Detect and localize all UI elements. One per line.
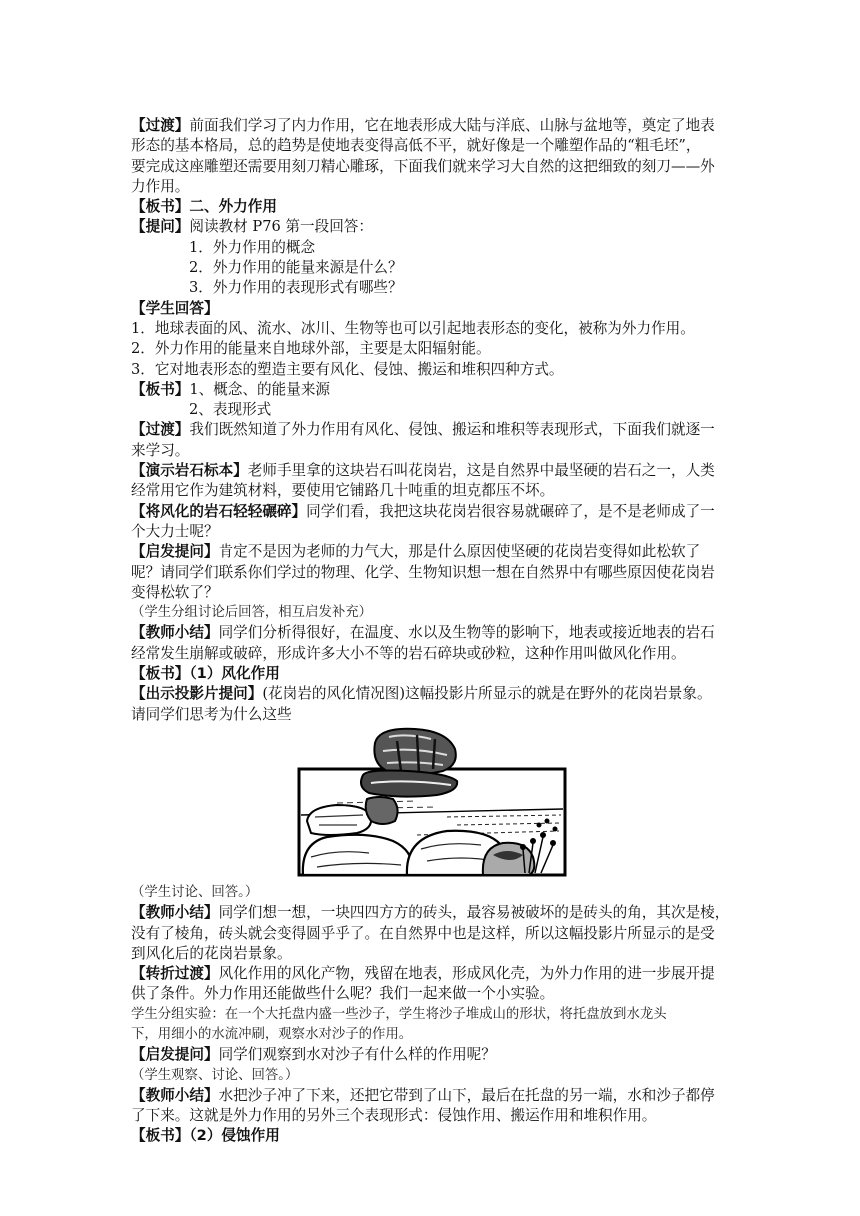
section-tag: 【学生回答】 [131,299,219,317]
line-text: 经常发生崩解或破碎，形成许多大小不等的岩石碎块或砂粒，这种作用叫做风化作用。 [131,644,686,662]
text-line [131,705,731,725]
text-line [131,1066,731,1086]
text-line [131,1106,731,1126]
line-text: （学生讨论、回答。） [131,884,259,900]
text-line [131,964,731,984]
line-text: 水把沙子冲了下来，还把它带到了山下，最后在托盘的另一端，水和沙子都停 [218,1086,715,1104]
line-text: 供了条件。外力作用还能做些什么呢？我们一起来做一个小实验。 [131,985,555,1003]
line-text: 肯定不是因为老师的力气大，那是什么原因使坚硬的花岗岩变得如此松软了 [218,543,701,561]
section-tag: 【过渡】 [131,421,190,439]
line-text: 2．外力作用的能量来源是什么？ [189,259,403,277]
line-text: 2、表现形式 [189,401,272,419]
section-tag: 【过渡】 [131,117,190,134]
line-text: 3．外力作用的表现形式有哪些？ [189,279,403,297]
line-text: 请同学们思考为什么这些 [131,705,292,723]
text-line [131,339,731,359]
text-line [131,502,731,522]
board-heading: 二、外力作用 [189,198,277,216]
text-line [131,522,731,542]
section-tag: 【提问】 [131,218,190,236]
line-text: 经常用它作为建筑材料，要使用它铺路几十吨重的坦克都压不坏。 [131,482,555,500]
line-text: 1．外力作用的概念 [189,238,316,256]
text-line [131,1045,731,1065]
line-text: 风化作用的风化产物，残留在地表，形成风化壳，为外力作用的进一步展开提 [218,965,715,983]
text-line [131,924,731,944]
line-text: 呢？请同学们联系你们学过的物理、化学、生物知识想一想在自然界中有哪些原因使花岗岩 [131,563,715,581]
section-tag: 【演示岩石标本】 [131,462,248,480]
line-text: 前面我们学习了内力作用，它在地表形成大陆与洋底、山脉与盆地等，奠定了地表 [189,117,715,134]
section-tag: 【教师小结】 [131,904,219,922]
text-line [131,684,731,704]
text-line [131,116,731,136]
text-line [131,883,731,903]
text-line [131,461,731,481]
section-tag: 【板书】 [131,198,190,216]
line-text: 3．它对地表形态的塑造主要有风化、侵蚀、搬运和堆积四种方式。 [131,360,564,378]
board-heading: （1）风化作用 [189,665,280,683]
text-line [131,1005,731,1025]
text-line [131,217,731,237]
section-tag: 【启发提问】 [131,1046,219,1064]
line-text: 学生分组实验：在一个大托盘内盛一些沙子，学生将沙子堆成山的形状，将托盘放到水龙头 [131,1006,667,1022]
section-tag: 【板书】 [131,380,190,398]
line-text: 同学们想一想，一块四四方方的砖头，最容易被破坏的是砖头的角，其次是棱， [218,904,730,922]
line-text: 到风化后的花岗岩景象。 [131,944,292,962]
line-text: 1．地球表面的风、流水、冰川、生物等也可以引起地表形态的变化，被称为外力作用。 [131,319,695,337]
text-line [131,278,731,298]
line-text: (花岗岩的风化情况图)这幅投影片所显示的就是在野外的花岗岩景象。 [262,685,712,703]
section-tag: 【转折过渡】 [131,965,219,983]
section-tag: 【教师小结】 [131,1086,219,1104]
document-page [131,116,731,1147]
line-text: 同学们看，我把这块花岗岩很容易就碾碎了，是不是老师成了一 [306,502,715,520]
text-line [131,481,731,501]
text-line [131,299,731,319]
text-line [131,1086,731,1106]
section-tag: 【将风化的岩石轻轻碾碎】 [131,502,307,520]
line-text: （学生分组讨论后回答，相互启发补充） [131,605,373,621]
line-text: 变得松软了？ [131,583,219,601]
text-line [131,319,731,339]
text-line [131,644,731,664]
line-text: 2．外力作用的能量来自地球外部，主要是太阳辐射能。 [131,340,491,358]
board-heading: （2）侵蚀作用 [189,1127,280,1145]
granite-weathering-figure [131,725,731,883]
text-line [131,238,731,258]
granite-weathering-illustration [297,725,569,881]
line-text: 形态的基本格局，总的趋势是使地表变得高低不平，就好像是一个雕塑作品的“粗毛坯”， [131,137,701,155]
section-tag: 【板书】 [131,665,190,683]
line-text: 老师手里拿的这块岩石叫花岗岩，这是自然界中最坚硬的岩石之一，人类 [247,462,715,480]
line-text: 了下来。这就是外力作用的另外三个表现形式：侵蚀作用、搬运作用和堆积作用。 [131,1107,657,1125]
section-tag: 【教师小结】 [131,624,219,642]
text-line [131,623,731,643]
text-line [131,1025,731,1045]
text-line [131,944,731,964]
section-tag: 【出示投影片提问】 [131,685,263,703]
line-text: 同学们观察到水对沙子有什么样的作用呢？ [218,1046,496,1064]
text-line [131,157,731,177]
text-line [131,441,731,461]
line-text: 同学们分析得很好，在温度、水以及生物等的影响下，地表或接近地表的岩石 [218,624,715,642]
text-line [131,136,731,156]
line-text: （学生观察、讨论、回答。） [131,1067,299,1083]
text-line [131,583,731,603]
text-line [131,400,731,420]
text-line [131,984,731,1004]
text-line [131,563,731,583]
line-text: 来学习。 [131,441,190,459]
text-block-bottom [131,883,731,1147]
line-text: 下，用细小的水流冲刷，观察水对沙子的作用。 [131,1026,413,1042]
text-line [131,197,731,217]
line-text: 要完成这座雕塑还需要用刻刀精心雕琢，下面我们就来学习大自然的这把细致的刻刀——外 [131,157,715,175]
text-line [131,420,731,440]
section-tag: 【启发提问】 [131,543,219,561]
line-text: 力作用。 [131,177,190,195]
text-line [131,542,731,562]
text-line [131,1126,731,1146]
text-line [131,903,731,923]
line-text: 我们既然知道了外力作用有风化、侵蚀、搬运和堆积等表现形式，下面我们就逐一 [189,421,715,439]
line-text: 阅读教材 P76 第一段回答： [189,218,373,236]
text-line [131,664,731,684]
text-line [131,258,731,278]
line-text: 没有了棱角，砖头就会变得圆乎乎了。在自然界中也是这样，所以这幅投影片所显示的是受 [131,924,715,942]
text-block-top [131,116,731,725]
text-line [131,603,731,623]
text-line [131,360,731,380]
text-line [131,380,731,400]
line-text: 个大力士呢？ [131,522,219,540]
section-tag: 【板书】 [131,1127,190,1145]
line-text: 1、概念、的能量来源 [189,380,331,398]
text-line [131,177,731,197]
